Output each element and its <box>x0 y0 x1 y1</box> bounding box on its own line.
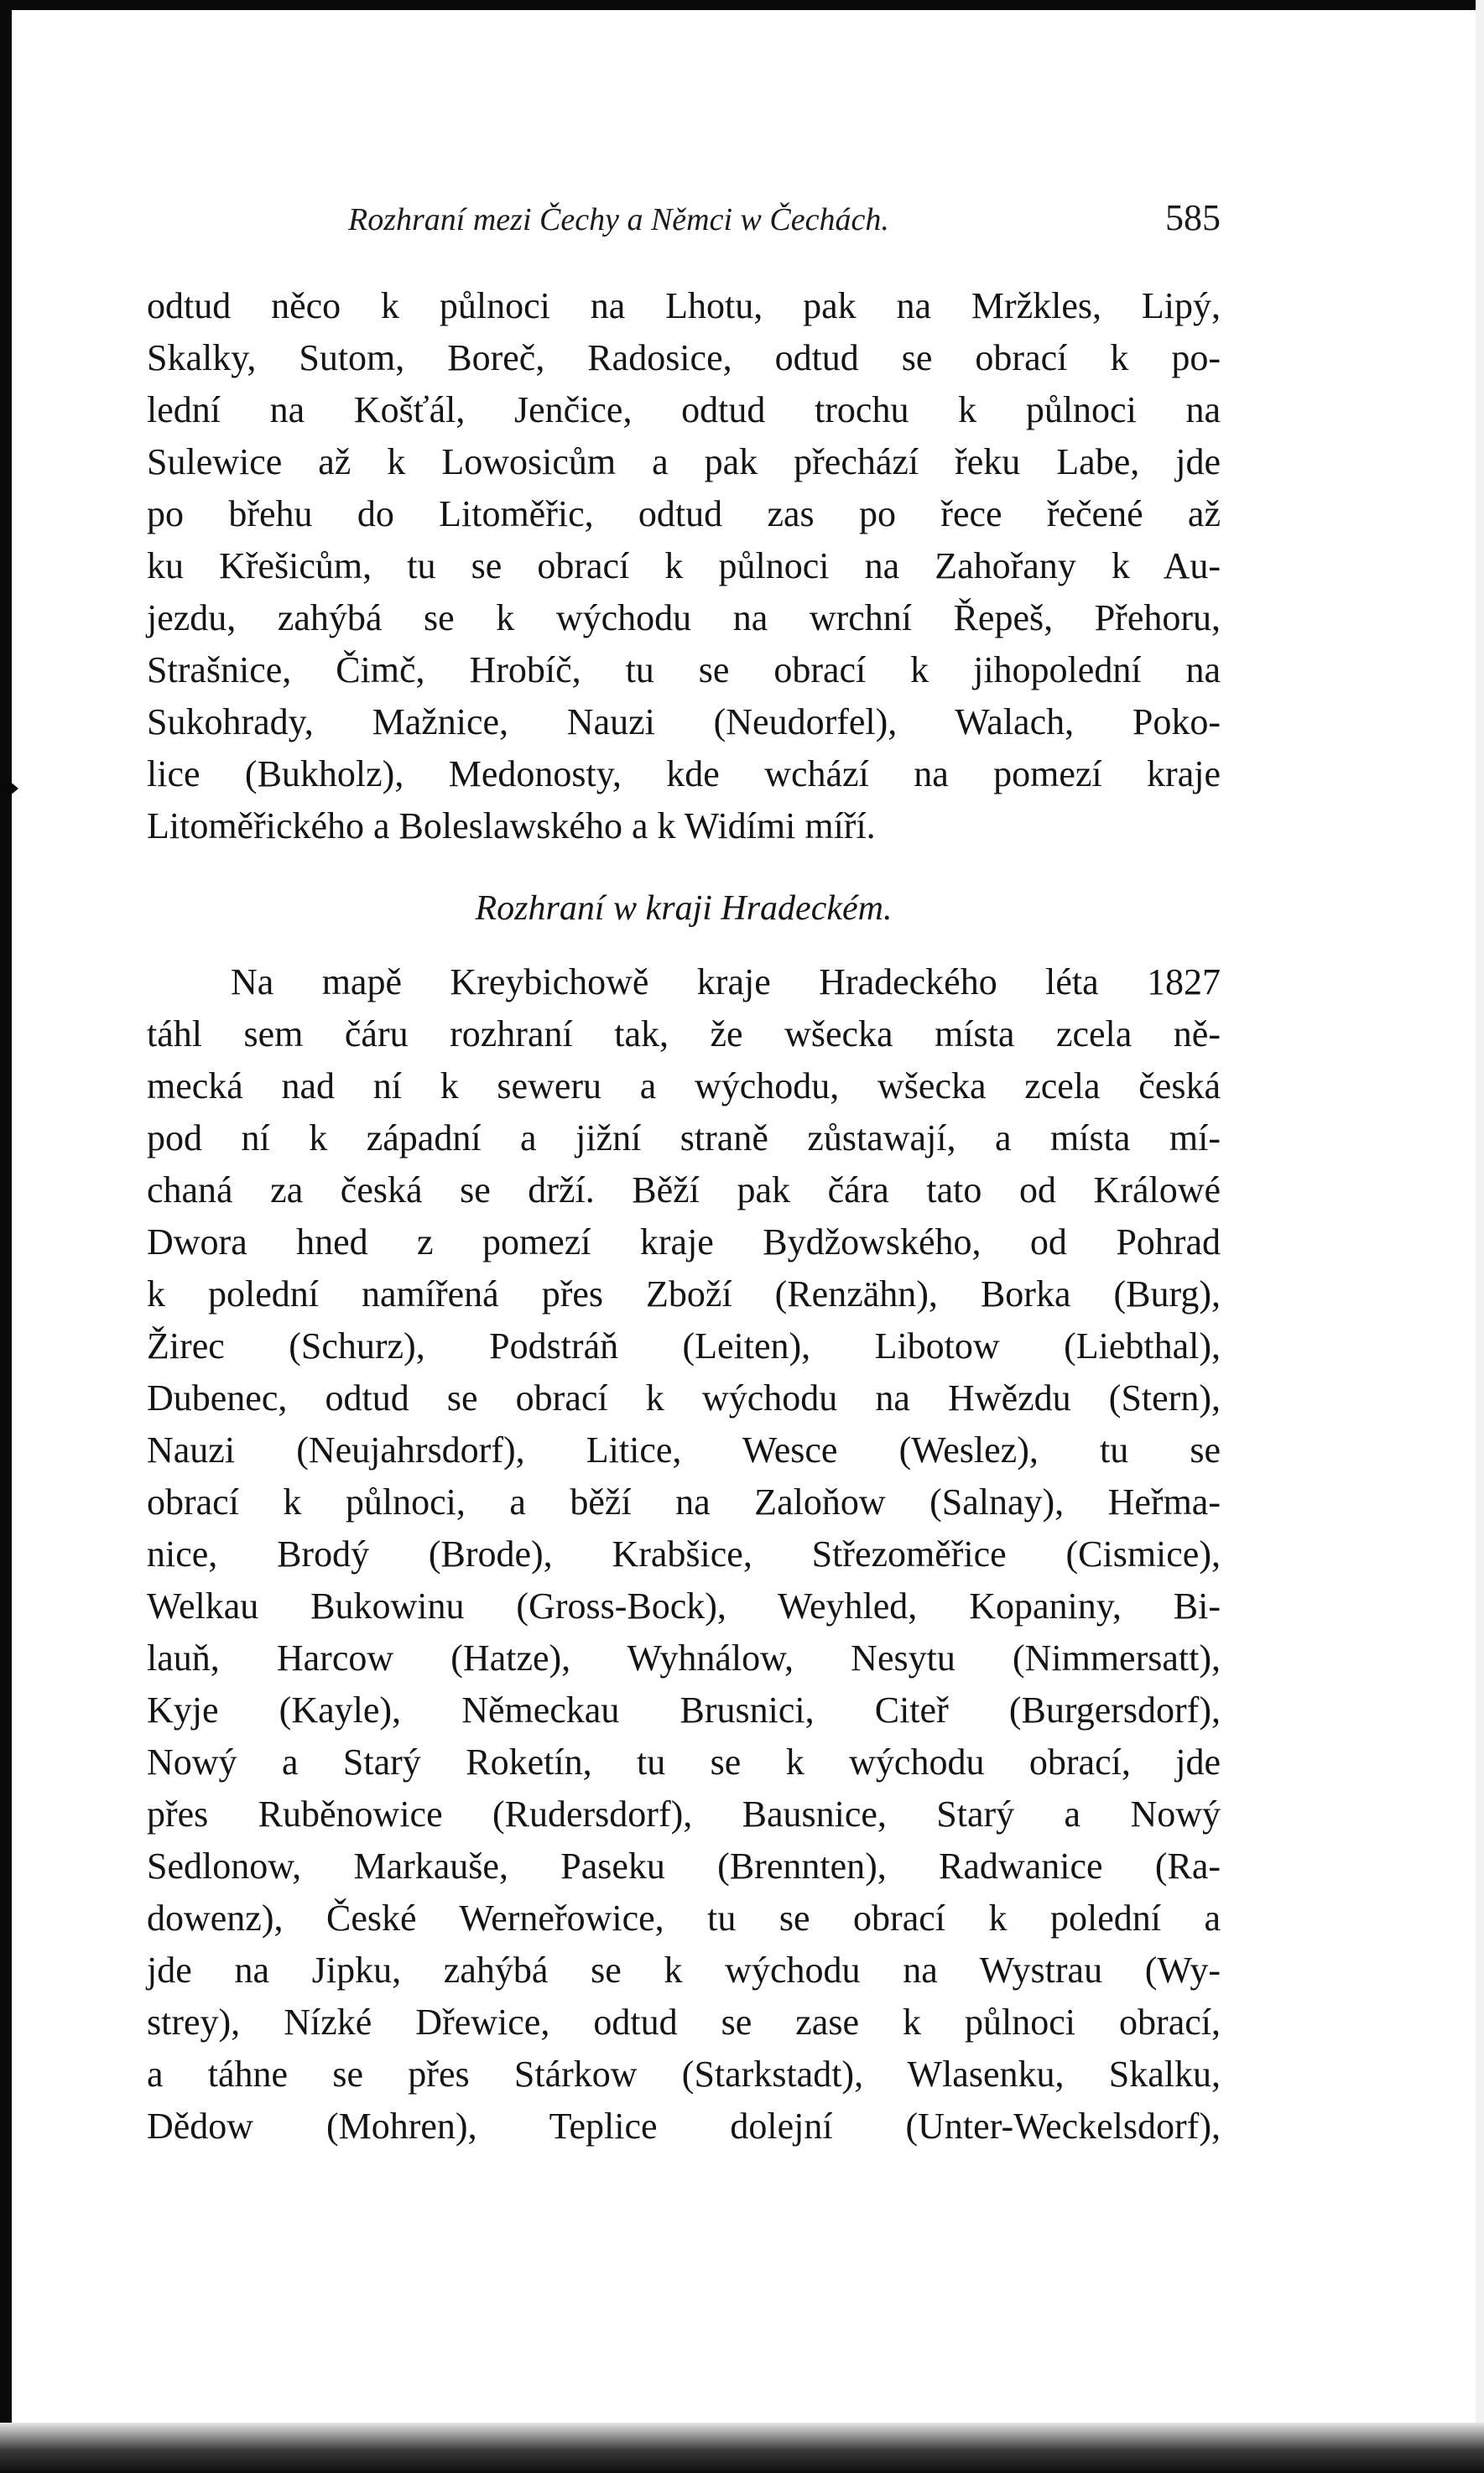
text-line: Sulewice až k Lowosicům a pak přechází řeku Labe, jde <box>147 441 1221 482</box>
text-line: obrací k půlnoci, a běží na Zaloňow (Salnay), Heřma- <box>147 1481 1221 1523</box>
text-line: Žirec (Schurz), Podstráň (Leiten), Libotow (Liebthal), <box>147 1325 1221 1367</box>
paragraph-continued <box>147 280 1221 852</box>
running-title: Rozhraní mezi Čechy a Němci w Čechách. <box>348 202 889 237</box>
text-line: jezdu, zahýbá se k wýchodu na wrchní Řepeš, Přehoru, <box>147 597 1221 638</box>
text-line: jde na Jipku, zahýbá se k wýchodu na Wystrau (Wy- <box>147 1950 1221 1991</box>
text-line: Skalky, Sutom, Boreč, Radosice, odtud se obrací k po- <box>147 337 1221 378</box>
text-line: lice (Bukholz), Medonosty, kde wchází na pomezí kraje <box>147 753 1221 794</box>
text-line: přes Ruběnowice (Rudersdorf), Bausnice, Starý a Nowý <box>147 1794 1221 1835</box>
text-line: a táhne se přes Stárkow (Starkstadt), Wlasenku, Skalku, <box>147 2054 1221 2095</box>
text-line: chaná za česká se drží. Běží pak čára tato od Králowé <box>147 1169 1221 1210</box>
scan-edge-top <box>0 0 1484 10</box>
text-line: Strašnice, Čimč, Hrobíč, tu se obrací k jihopolední na <box>147 649 1221 690</box>
text-line: táhl sem čáru rozhraní tak, že wšecka místa zcela ně- <box>147 1013 1221 1054</box>
text-line: Sukohrady, Mažnice, Nauzi (Neudorfel), Walach, Poko- <box>147 701 1221 742</box>
text-line: Welkau Bukowinu (Gross-Bock), Weyhled, Kopaniny, Bi- <box>147 1585 1221 1627</box>
text-line: nice, Brodý (Brode), Krabšice, Střezoměřice (Cismice), <box>147 1533 1221 1575</box>
paragraph-hradec <box>147 956 1221 2153</box>
text-line: Na mapě Kreybichowě kraje Hradeckého léta 1827 <box>231 961 1221 1002</box>
text-line: Dwora hned z pomezí kraje Bydžowského, od Pohrad <box>147 1221 1221 1263</box>
text-line: Dubenec, odtud se obrací k wýchodu na Hwězdu (Stern), <box>147 1377 1221 1419</box>
text-line: lední na Košťál, Jenčice, odtud trochu k půlnoci na <box>147 389 1221 430</box>
text-line: mecká nad ní k seweru a wýchodu, wšecka zcela česká <box>147 1065 1221 1106</box>
text-line: Kyje (Kayle), Německau Brusnici, Citeř (Burgersdorf), <box>147 1689 1221 1731</box>
text-line: Nowý a Starý Roketín, tu se k wýchodu obrací, jde <box>147 1742 1221 1783</box>
text-line: odtud něco k půlnoci na Lhotu, pak na Mržkles, Lipý, <box>147 285 1221 326</box>
page-header <box>147 191 1221 250</box>
page-number: 585 <box>1165 197 1221 238</box>
text-line: strey), Nízké Dřewice, odtud se zase k půlnoci obrací, <box>147 2002 1221 2043</box>
text-line: Dědow (Mohren), Teplice dolejní (Unter-Weckelsdorf), <box>147 2106 1221 2147</box>
scan-edge-left <box>0 0 12 2473</box>
text-line: dowenz), České Werneřowice, tu se obrací k polední a <box>147 1898 1221 1939</box>
scan-edge-right <box>1476 0 1484 2473</box>
text-line: k polední namířená přes Zboží (Renzähn), Borka (Burg), <box>147 1273 1221 1315</box>
text-line: po břehu do Litoměřic, odtud zas po řece řečené až <box>147 493 1221 534</box>
text-line: pod ní k západní a jižní straně zůstawají, a místa mí- <box>147 1117 1221 1158</box>
text-line: Nauzi (Neujahrsdorf), Litice, Wesce (Weslez), tu se <box>147 1429 1221 1471</box>
text-line: ku Křešicům, tu se obrací k půlnoci na Zahořany k Au- <box>147 545 1221 586</box>
text-line: Sedlonow, Markauše, Paseku (Brennten), Radwanice (Ra- <box>147 1846 1221 1887</box>
text-line: Litoměřického a Boleslawského a k Widími míří. <box>147 805 876 846</box>
section-heading: Rozhraní w kraji Hradeckém. <box>475 889 893 928</box>
scan-edge-bottom <box>0 2423 1484 2473</box>
text-line: lauň, Harcow (Hatze), Wyhnálow, Nesytu (Nimmersatt), <box>147 1637 1221 1679</box>
